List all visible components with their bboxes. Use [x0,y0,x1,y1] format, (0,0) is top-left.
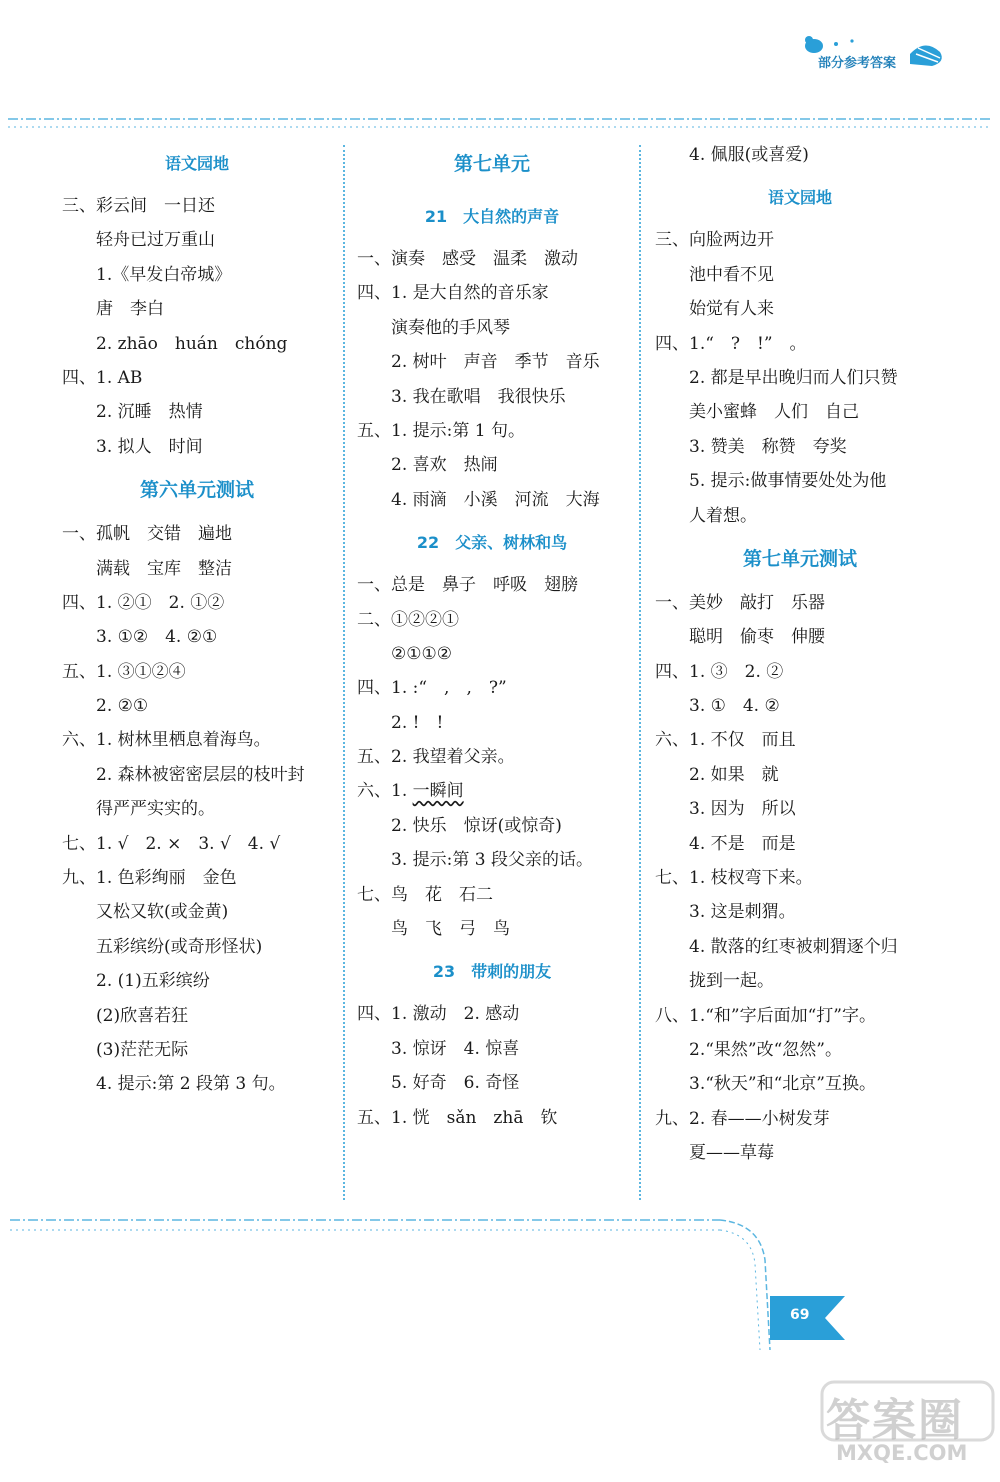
answer-line: 四、1.“ ? !” 。 [655,333,807,354]
answer-line: 三、向脸两边开 [655,230,774,251]
answer-line: 轻舟已过万重山 [96,230,215,251]
answer-line: 2. 森林被密密层层的枝叶封 [96,764,305,785]
answer-line: 拢到一起。 [689,971,774,992]
answer-line: 美小蜜蜂 人们 自己 [689,402,859,423]
answer-line: 人着想。 [689,505,757,526]
wavy-underlined-word: 一瞬间 [412,781,464,802]
answer-line: 2. ②① [96,696,149,717]
answer-line: 3. 赞美 称赞 夸奖 [689,436,847,457]
answer-line [357,774,627,808]
answer-line: 六、1. 不仅 而且 [655,730,796,751]
answer-line: 3. 拟人 时间 [96,436,203,457]
answer-line: 五、1. 恍 sǎn zhā 钦 [357,1107,558,1128]
answer-line: 3. 我在歌唱 我很快乐 [391,386,566,407]
answer-line: 夏——草莓 [689,1143,774,1164]
answer-line: 4. 不是 而是 [689,833,796,854]
answer-line: 四、1. 激动 2. 感动 [357,1004,520,1025]
lesson-title: 22 父亲、树林和鸟 [416,533,568,553]
watermark-url: MXQE.COM [836,1441,968,1465]
answer-line: 2. (1)五彩缤纷 [96,971,210,992]
answer-line: 2.“果然”改“忽然”。 [689,1039,842,1060]
answer-line: (3)茫茫无际 [96,1039,189,1060]
section-title: 第七单元测试 [742,547,857,570]
answer-line: 四、1. ③ 2. ② [655,661,784,682]
answer-line: 2. 喜欢 热闹 [391,455,498,476]
answer-line: 一、总是 鼻子 呼吸 翅膀 [357,575,578,596]
answer-line: 一、孤帆 交错 遍地 [62,524,232,545]
header-dashed-rule [0,116,1000,130]
answer-line: (2)欣喜若狂 [96,1005,189,1026]
answer-line: 四、1. ②① 2. ①② [62,592,225,613]
answer-line: 二、①②②① [357,609,459,630]
answer-line: 2. 都是早出晚归而人们只赞 [689,367,898,388]
answer-line: 七、1. 枝杈弯下来。 [655,868,813,889]
column-2 [357,138,627,1135]
answer-line: 五、1. ③①②④ [62,661,186,682]
page-number: 69 [790,1307,810,1323]
answer-line: 4. 佩服(或喜爱) [689,145,809,165]
answer-line: 四、1. 是大自然的音乐家 [357,283,549,304]
column-3 [655,138,945,1171]
answer-line: 七、1. √ 2. × 3. √ 4. √ [62,833,281,854]
column-divider [639,145,641,1200]
answer-line: 三、彩云间 一日还 [62,196,215,216]
section-title: 语文园地 [767,188,832,208]
watermark-text: 答案圈 [826,1395,964,1446]
answer-line: 九、1. 色彩绚丽 金色 [62,868,237,889]
answer-line: 3.“秋天”和“北京”互换。 [689,1074,876,1095]
answer-line: 满载 宝库 整洁 [96,558,232,579]
answer-line: 八、1.“和”字后面加“打”字。 [655,1005,876,1026]
answer-line: 4. 雨滴 小溪 河流 大海 [391,489,600,510]
answer-line: 3. ① 4. ② [689,696,780,717]
answer-line: 鸟 飞 弓 鸟 [391,919,510,940]
answer-line: 五、2. 我望着父亲。 [357,747,515,768]
answer-line: 2. 沉睡 热情 [96,402,203,423]
answer-line: 5. 好奇 6. 奇怪 [391,1073,520,1094]
answer-line: 得严严实实的。 [96,799,215,820]
answer-line: 4. 提示:第 2 段第 3 句。 [96,1074,286,1095]
section-title: 第六单元测试 [139,479,254,502]
answer-line: 池中看不见 [689,264,774,285]
section-title: 语文园地 [164,154,229,173]
answer-line: 2. 树叶 声音 季节 音乐 [391,352,600,373]
answer-line: 5. 提示:做事情要处处为他 [689,471,887,492]
unit-title: 第七单元 [453,153,530,175]
answer-line: ②①①② [391,643,452,664]
answer-line: 一、美妙 敲打 乐器 [655,592,825,613]
header-title: 部分参考答案 [818,56,897,71]
answer-line: 五、1. 提示:第 1 句。 [357,420,525,441]
answer-line: 四、1. AB [62,367,143,388]
answer-line: 2. ! ! [391,712,444,733]
answer-line: 1.《早发白帝城》 [96,264,232,285]
lesson-title: 21 大自然的声音 [424,207,560,226]
answer-line: 七、鸟 花 石二 [357,884,493,905]
answer-line: 六、1. 树林里栖息着海鸟。 [62,730,271,751]
answer-line: 演奏他的手风琴 [391,317,510,338]
answer-line: 3. 惊讶 4. 惊喜 [391,1038,520,1059]
column-1 [62,138,332,1102]
answer-prefix: 六、1. [357,781,413,802]
answer-line: 3. ①② 4. ②① [96,627,218,648]
answer-line: 2. zhāo huán chóng [96,333,288,354]
column-divider [343,145,345,1200]
lesson-title: 23 带刺的朋友 [432,962,552,982]
answer-line: 聪明 偷枣 伸腰 [689,627,825,648]
answer-line: 一、演奏 感受 温柔 激动 [357,249,578,269]
footer-decoration [0,1200,1000,1360]
answer-line: 2. 快乐 惊讶(或惊奇) [391,815,562,836]
answer-line: 唐 李白 [96,299,164,320]
answer-line: 3. 因为 所以 [689,799,796,820]
answer-line: 2. 如果 就 [689,764,779,785]
answer-line: 九、2. 春——小树发芽 [655,1108,830,1129]
answer-line: 四、1. :“ , , ?” [357,678,507,699]
answer-line: 3. 这是刺猬。 [689,902,796,923]
answer-line: 始觉有人来 [689,299,774,320]
answer-line: 又松又软(或金黄) [96,902,229,923]
answer-line: 五彩缤纷(或奇形怪状) [96,936,263,957]
answer-line: 4. 散落的红枣被刺猬逐个归 [689,936,898,957]
answer-line: 3. 提示:第 3 段父亲的话。 [391,850,593,871]
